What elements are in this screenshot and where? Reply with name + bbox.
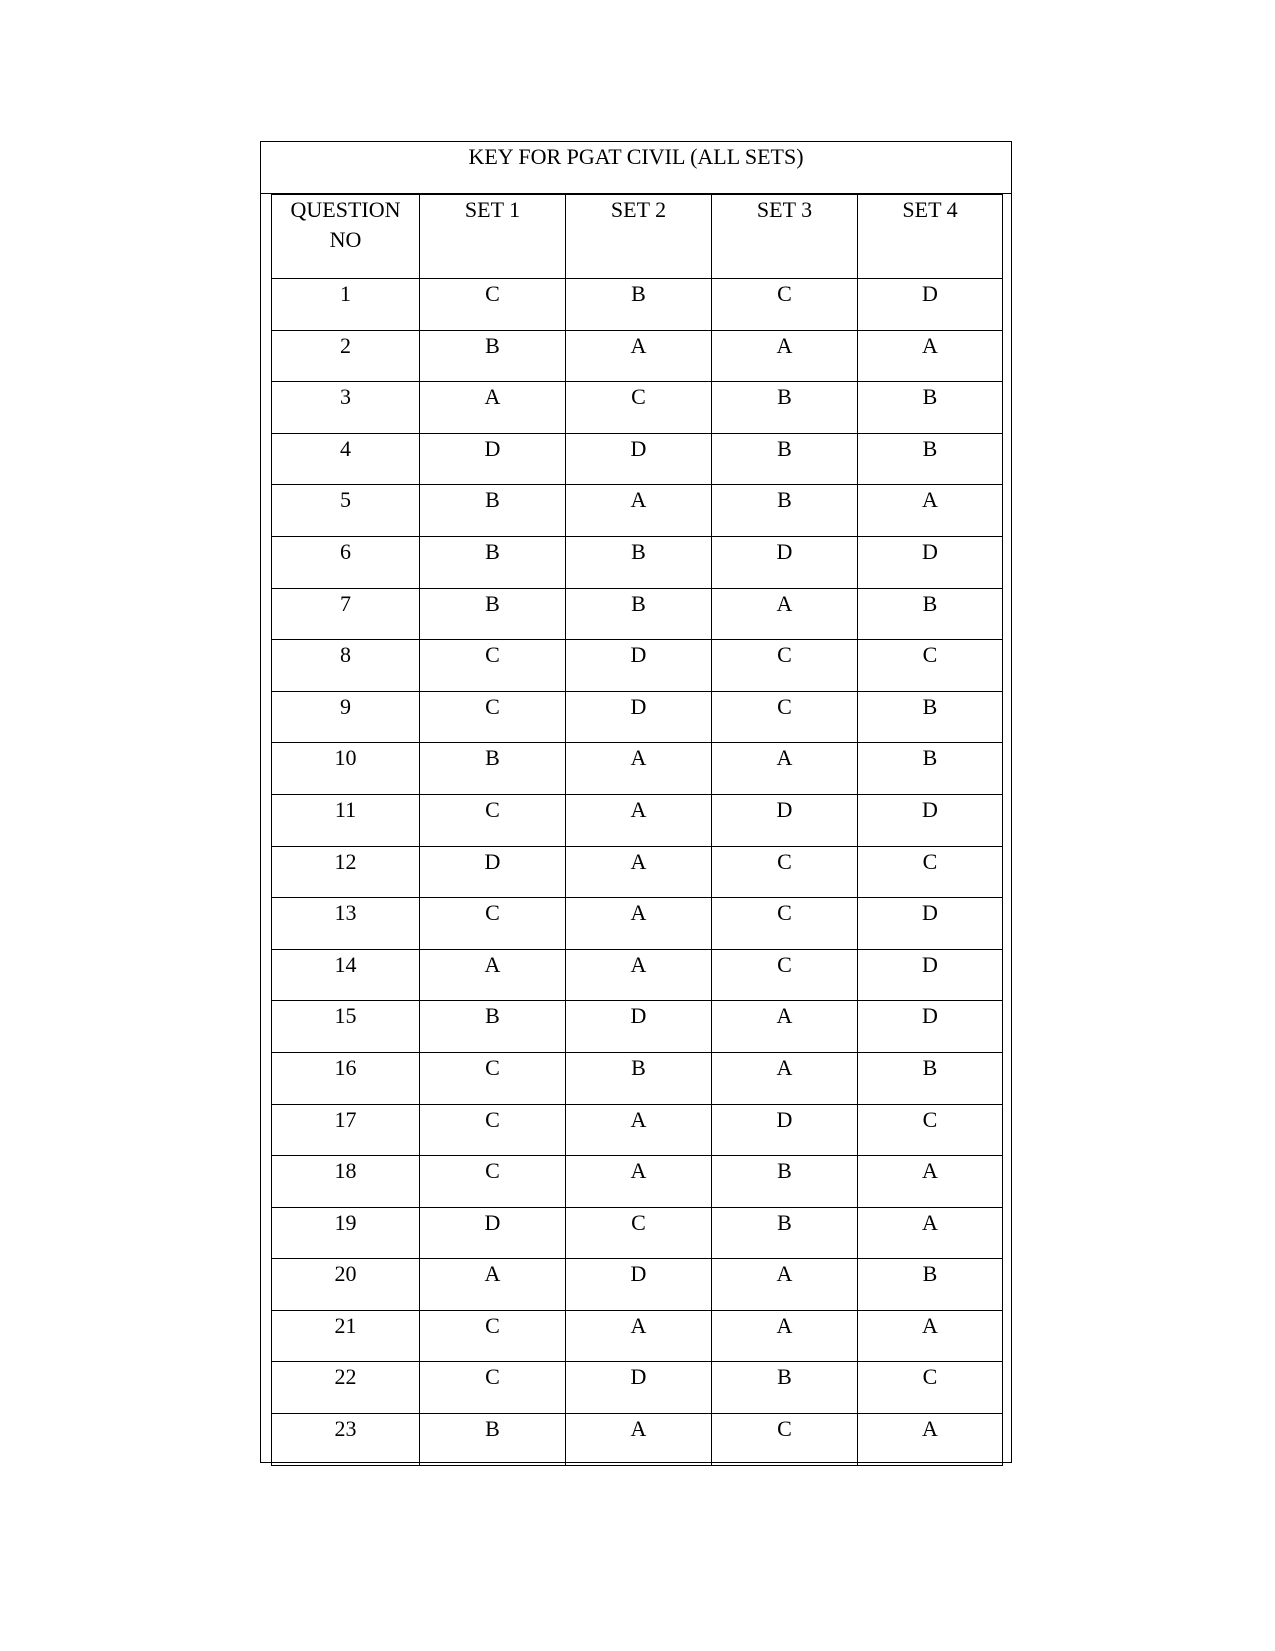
question-no-cell: 20: [272, 1259, 420, 1311]
set-1-answer: C: [420, 1310, 566, 1362]
question-no-cell: 16: [272, 1052, 420, 1104]
table-row: [272, 588, 1003, 640]
question-no-cell: 11: [272, 794, 420, 846]
set-3-answer: C: [712, 846, 858, 898]
set-4-answer: B: [858, 1259, 1003, 1311]
set-4-answer: B: [858, 1052, 1003, 1104]
set-2-answer: B: [566, 588, 712, 640]
set-3-answer: B: [712, 382, 858, 434]
set-1-answer: C: [420, 1052, 566, 1104]
set-3-answer: C: [712, 279, 858, 331]
table-row: [272, 1001, 1003, 1053]
set-1-answer: D: [420, 1207, 566, 1259]
table-row: [272, 1052, 1003, 1104]
set-3-answer: D: [712, 1104, 858, 1156]
set-2-answer: A: [566, 485, 712, 537]
set-4-answer: B: [858, 588, 1003, 640]
set-4-answer: D: [858, 536, 1003, 588]
answer-key-frame: [260, 141, 1012, 1463]
set-2-answer: A: [566, 794, 712, 846]
set-1-answer: C: [420, 279, 566, 331]
table-row: [272, 1310, 1003, 1362]
table-row: [272, 640, 1003, 692]
set-3-answer: C: [712, 898, 858, 950]
set-2-answer: B: [566, 279, 712, 331]
question-no-cell: 22: [272, 1362, 420, 1414]
question-no-cell: 5: [272, 485, 420, 537]
table-row: [272, 691, 1003, 743]
set-1-answer: B: [420, 330, 566, 382]
set-1-answer: C: [420, 1362, 566, 1414]
question-no-cell: 21: [272, 1310, 420, 1362]
table-row: [272, 433, 1003, 485]
set-2-answer: A: [566, 330, 712, 382]
set-4-answer: C: [858, 846, 1003, 898]
set-4-answer: B: [858, 382, 1003, 434]
table-row: [272, 1156, 1003, 1208]
question-no-cell: 7: [272, 588, 420, 640]
set-4-answer: A: [858, 330, 1003, 382]
set-1-answer: C: [420, 1156, 566, 1208]
set-2-answer: A: [566, 1104, 712, 1156]
table-body: [272, 279, 1003, 1466]
table-row: [272, 1414, 1003, 1466]
set-3-answer: A: [712, 1259, 858, 1311]
set-2-answer: C: [566, 382, 712, 434]
set-1-answer: B: [420, 485, 566, 537]
set-3-answer: C: [712, 640, 858, 692]
table-row: [272, 898, 1003, 950]
set-3-answer: B: [712, 1156, 858, 1208]
question-no-cell: 6: [272, 536, 420, 588]
table-row: [272, 1104, 1003, 1156]
set-2-answer: B: [566, 536, 712, 588]
question-no-cell: 4: [272, 433, 420, 485]
question-no-cell: 12: [272, 846, 420, 898]
set-1-answer: C: [420, 898, 566, 950]
set-2-answer: B: [566, 1052, 712, 1104]
set-1-answer: B: [420, 536, 566, 588]
set-1-answer: C: [420, 794, 566, 846]
column-header-set-4: SET 4: [858, 195, 1003, 279]
table-row: [272, 1207, 1003, 1259]
set-3-answer: A: [712, 330, 858, 382]
table-header-row: [272, 195, 1003, 279]
table-row: [272, 382, 1003, 434]
set-3-answer: B: [712, 1362, 858, 1414]
question-no-cell: 15: [272, 1001, 420, 1053]
set-1-answer: B: [420, 1414, 566, 1466]
question-no-cell: 13: [272, 898, 420, 950]
set-1-answer: B: [420, 1001, 566, 1053]
table-row: [272, 536, 1003, 588]
set-2-answer: A: [566, 1414, 712, 1466]
set-1-answer: C: [420, 640, 566, 692]
set-2-answer: A: [566, 743, 712, 795]
set-4-answer: C: [858, 640, 1003, 692]
set-4-answer: C: [858, 1362, 1003, 1414]
set-4-answer: B: [858, 691, 1003, 743]
table-row: [272, 485, 1003, 537]
question-no-cell: 19: [272, 1207, 420, 1259]
set-1-answer: D: [420, 433, 566, 485]
question-no-cell: 23: [272, 1414, 420, 1466]
set-1-answer: C: [420, 1104, 566, 1156]
set-4-answer: D: [858, 1001, 1003, 1053]
question-no-cell: 17: [272, 1104, 420, 1156]
set-3-answer: D: [712, 794, 858, 846]
set-4-answer: A: [858, 1156, 1003, 1208]
table-row: [272, 1362, 1003, 1414]
question-no-cell: 3: [272, 382, 420, 434]
table-row: [272, 846, 1003, 898]
question-no-cell: 1: [272, 279, 420, 331]
set-1-answer: B: [420, 743, 566, 795]
set-1-answer: C: [420, 691, 566, 743]
question-no-cell: 10: [272, 743, 420, 795]
question-no-cell: 9: [272, 691, 420, 743]
set-4-answer: D: [858, 949, 1003, 1001]
set-4-answer: B: [858, 433, 1003, 485]
page-title: KEY FOR PGAT CIVIL (ALL SETS): [261, 142, 1011, 194]
set-4-answer: A: [858, 1207, 1003, 1259]
set-2-answer: A: [566, 846, 712, 898]
table-row: [272, 743, 1003, 795]
set-3-answer: B: [712, 485, 858, 537]
set-3-answer: B: [712, 433, 858, 485]
set-1-answer: D: [420, 846, 566, 898]
set-1-answer: A: [420, 949, 566, 1001]
set-4-answer: A: [858, 1414, 1003, 1466]
set-2-answer: D: [566, 640, 712, 692]
set-2-answer: A: [566, 1156, 712, 1208]
set-1-answer: B: [420, 588, 566, 640]
set-2-answer: A: [566, 949, 712, 1001]
set-3-answer: C: [712, 949, 858, 1001]
set-3-answer: D: [712, 536, 858, 588]
set-4-answer: B: [858, 743, 1003, 795]
set-1-answer: A: [420, 382, 566, 434]
table-row: [272, 949, 1003, 1001]
set-4-answer: D: [858, 279, 1003, 331]
set-3-answer: A: [712, 588, 858, 640]
set-3-answer: A: [712, 743, 858, 795]
set-2-answer: D: [566, 1001, 712, 1053]
set-2-answer: D: [566, 1362, 712, 1414]
set-3-answer: C: [712, 691, 858, 743]
set-3-answer: C: [712, 1414, 858, 1466]
set-2-answer: D: [566, 691, 712, 743]
set-4-answer: C: [858, 1104, 1003, 1156]
answer-key-table: [271, 194, 1003, 1466]
set-3-answer: A: [712, 1001, 858, 1053]
table-row: [272, 794, 1003, 846]
column-header-question-no: QUESTION NO: [272, 195, 420, 279]
question-no-cell: 18: [272, 1156, 420, 1208]
column-header-set-2: SET 2: [566, 195, 712, 279]
set-2-answer: D: [566, 433, 712, 485]
table-row: [272, 330, 1003, 382]
set-4-answer: A: [858, 485, 1003, 537]
set-3-answer: A: [712, 1310, 858, 1362]
set-4-answer: D: [858, 898, 1003, 950]
set-4-answer: D: [858, 794, 1003, 846]
set-3-answer: A: [712, 1052, 858, 1104]
set-3-answer: B: [712, 1207, 858, 1259]
set-2-answer: D: [566, 1259, 712, 1311]
set-1-answer: A: [420, 1259, 566, 1311]
set-2-answer: A: [566, 1310, 712, 1362]
column-header-set-3: SET 3: [712, 195, 858, 279]
table-row: [272, 1259, 1003, 1311]
column-header-set-1: SET 1: [420, 195, 566, 279]
question-no-cell: 2: [272, 330, 420, 382]
set-2-answer: C: [566, 1207, 712, 1259]
set-2-answer: A: [566, 898, 712, 950]
question-no-cell: 14: [272, 949, 420, 1001]
set-4-answer: A: [858, 1310, 1003, 1362]
question-no-cell: 8: [272, 640, 420, 692]
table-row: [272, 279, 1003, 331]
